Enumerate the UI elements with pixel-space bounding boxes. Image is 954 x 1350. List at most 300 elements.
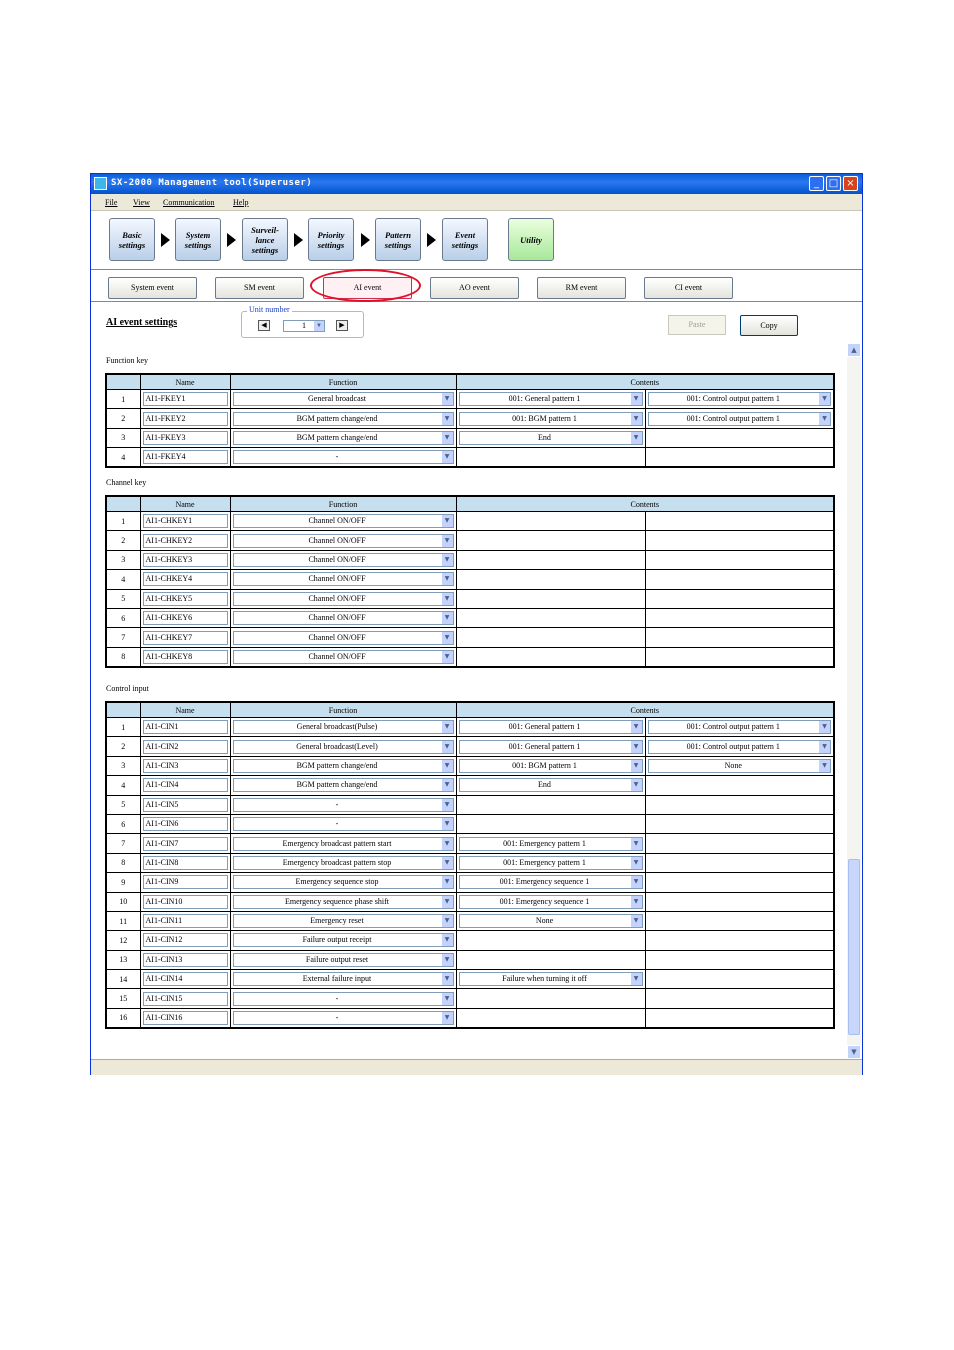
row-number: 15 (106, 989, 140, 1008)
window-title: SX-2000 Management tool(Superuser) (111, 178, 313, 188)
row-number: 14 (106, 970, 140, 989)
chevron-down-icon: ▼ (630, 896, 642, 908)
function-select[interactable] (233, 837, 454, 851)
scroll-up-icon[interactable]: ▲ (847, 343, 861, 357)
table-row (106, 608, 834, 627)
contents-cell-2 (645, 814, 834, 833)
contents-select-1[interactable] (459, 720, 643, 734)
function-select[interactable] (233, 778, 454, 792)
function-select-value: Failure output receipt (302, 935, 372, 945)
function-select[interactable] (233, 953, 454, 967)
nav-pattern-settings[interactable]: Pattern settings (375, 218, 421, 261)
contents-cell-2 (645, 647, 834, 666)
chevron-down-icon: ▼ (630, 413, 642, 425)
unit-number-select[interactable] (283, 320, 325, 332)
contents-cell-1 (456, 931, 645, 950)
contents-select-1-value: Failure when turning it off (502, 974, 587, 984)
close-icon[interactable]: × (843, 176, 858, 191)
nav-surveillance-settings[interactable]: Surveil- lance settings (242, 218, 288, 261)
table-row (106, 950, 834, 969)
column-header-name: Name (140, 496, 230, 512)
column-header-number (106, 374, 140, 390)
function-select[interactable] (233, 972, 454, 986)
function-select-value: Emergency broadcast pattern start (282, 838, 392, 848)
contents-cell-1 (456, 628, 645, 647)
menu-view[interactable]: View (133, 198, 150, 207)
function-select[interactable] (233, 392, 454, 406)
contents-cell-2 (645, 756, 834, 775)
function-select[interactable] (233, 553, 454, 567)
chevron-down-icon: ▼ (441, 799, 453, 811)
name-field[interactable]: AI1-CHKEY8 (143, 650, 228, 664)
contents-select-1[interactable] (459, 895, 643, 909)
chevron-down-icon: ▼ (630, 857, 642, 869)
name-field[interactable]: AI1-CHKEY4 (143, 572, 228, 586)
contents-select-1[interactable] (459, 875, 643, 889)
function-cell (230, 873, 456, 892)
contents-select-2[interactable] (648, 412, 832, 426)
contents-select-2-value: 001: Control output pattern 1 (686, 413, 780, 423)
function-select[interactable] (233, 650, 454, 664)
function-select-value: Channel ON/OFF (308, 613, 366, 623)
tab-sm-event[interactable]: SM event (215, 277, 304, 299)
name-cell (140, 873, 230, 892)
function-select-value: BGM pattern change/end (296, 780, 378, 790)
name-cell (140, 950, 230, 969)
name-cell (140, 718, 230, 737)
chevron-down-icon: ▼ (630, 876, 642, 888)
name-cell (140, 570, 230, 589)
name-field[interactable]: AI1-CHKEY1 (143, 514, 228, 528)
chevron-down-icon: ▼ (630, 741, 642, 753)
contents-cell-2 (645, 628, 834, 647)
table-row (106, 737, 834, 756)
nav-basic-settings[interactable]: Basic settings (109, 218, 155, 261)
row-number: 3 (106, 756, 140, 775)
name-field[interactable]: AI1-CIN11 (143, 914, 228, 928)
name-field[interactable]: AI1-CHKEY7 (143, 631, 228, 645)
table-row (106, 647, 834, 666)
function-select-value: BGM pattern change/end (296, 760, 378, 770)
contents-cell-2 (645, 531, 834, 550)
tab-system-event[interactable]: System event (108, 277, 197, 299)
table-row (106, 931, 834, 950)
name-field[interactable]: AI1-FKEY2 (143, 412, 228, 426)
name-cell (140, 409, 230, 428)
name-field[interactable]: AI1-CIN7 (143, 837, 228, 851)
function-select-value: BGM pattern change/end (296, 432, 378, 442)
nav-system-settings[interactable]: System settings (175, 218, 221, 261)
name-cell (140, 795, 230, 814)
name-cell (140, 589, 230, 608)
status-bar (91, 1059, 862, 1075)
chevron-down-icon: ▼ (818, 393, 830, 405)
contents-select-1-value: End (538, 780, 551, 790)
contents-cell-2 (645, 970, 834, 989)
chevron-down-icon: ▼ (441, 993, 453, 1005)
name-field[interactable]: AI1-CIN10 (143, 895, 228, 909)
function-select-value: Failure output reset (305, 954, 369, 964)
contents-cell-2 (645, 570, 834, 589)
function-select[interactable] (233, 817, 454, 831)
function-select[interactable] (233, 992, 454, 1006)
contents-select-2[interactable] (648, 392, 832, 406)
name-cell (140, 1008, 230, 1027)
column-header-function: Function (230, 496, 456, 512)
contents-cell-2 (645, 1008, 834, 1027)
chevron-down-icon: ▼ (441, 721, 453, 733)
function-select[interactable] (233, 450, 454, 464)
name-field[interactable]: AI1-FKEY4 (143, 450, 228, 464)
table-row (106, 911, 834, 930)
contents-cell-1 (456, 428, 645, 447)
contents-select-2[interactable] (648, 720, 832, 734)
name-field[interactable]: AI1-CIN6 (143, 817, 228, 831)
contents-select-1[interactable] (459, 914, 643, 928)
contents-cell-1 (456, 795, 645, 814)
row-number: 13 (106, 950, 140, 969)
menu-file[interactable]: File (105, 198, 118, 207)
unit-number-value: 1 (302, 321, 306, 330)
row-number: 12 (106, 931, 140, 950)
name-cell (140, 628, 230, 647)
row-number: 5 (106, 795, 140, 814)
name-field[interactable]: AI1-CIN9 (143, 875, 228, 889)
name-field[interactable]: AI1-CIN13 (143, 953, 228, 967)
name-cell (140, 737, 230, 756)
table-row (106, 718, 834, 737)
chevron-down-icon: ▼ (441, 554, 453, 566)
function-select-value: Channel ON/OFF (308, 516, 366, 526)
contents-cell-1 (456, 873, 645, 892)
menu-bar (91, 194, 862, 211)
name-field[interactable]: AI1-CIN16 (143, 1011, 228, 1025)
function-select[interactable] (233, 895, 454, 909)
event-tabs (91, 270, 862, 302)
contents-select-1-value: 001: General pattern 1 (508, 394, 581, 404)
function-cell (230, 814, 456, 833)
contents-select-1[interactable] (459, 972, 643, 986)
name-field[interactable]: AI1-CIN1 (143, 720, 228, 734)
contents-select-1[interactable] (459, 856, 643, 870)
function-cell (230, 448, 456, 467)
function-cell (230, 409, 456, 428)
function-select[interactable] (233, 914, 454, 928)
chevron-down-icon: ▼ (441, 573, 453, 585)
name-field[interactable]: AI1-CIN4 (143, 778, 228, 792)
section-title-function-key: Function key (106, 356, 148, 365)
function-select-value: Emergency reset (310, 916, 364, 926)
name-field[interactable]: AI1-CIN2 (143, 740, 228, 754)
chevron-down-icon: ▼ (441, 779, 453, 791)
unit-next-icon[interactable]: ▶ (336, 320, 348, 331)
settings-content (91, 343, 862, 1059)
function-select-value: - (335, 993, 339, 1003)
tab-ao-event[interactable]: AO event (430, 277, 519, 299)
contents-cell-2 (645, 608, 834, 627)
name-cell (140, 970, 230, 989)
name-cell (140, 512, 230, 531)
paste-button[interactable]: Paste (668, 315, 726, 335)
scrollbar-thumb[interactable] (848, 859, 860, 1035)
name-cell (140, 756, 230, 775)
contents-select-2-value: 001: Control output pattern 1 (686, 741, 780, 751)
name-field[interactable]: AI1-CIN8 (143, 856, 228, 870)
name-cell (140, 814, 230, 833)
column-header-contents: Contents (456, 374, 834, 390)
contents-select-2[interactable] (648, 740, 832, 754)
table-row (106, 795, 834, 814)
page-header (91, 302, 862, 343)
name-cell (140, 608, 230, 627)
contents-cell-1 (456, 1008, 645, 1027)
function-select-value: General broadcast(Pulse) (296, 722, 378, 732)
name-field[interactable]: AI1-FKEY3 (143, 431, 228, 445)
minimize-icon[interactable]: _ (809, 176, 824, 191)
function-cell (230, 1008, 456, 1027)
row-number: 7 (106, 834, 140, 853)
function-select[interactable] (233, 592, 454, 606)
name-field[interactable]: AI1-CIN14 (143, 972, 228, 986)
name-field[interactable]: AI1-CHKEY2 (143, 534, 228, 548)
row-number: 9 (106, 873, 140, 892)
function-select[interactable] (233, 759, 454, 773)
nav-arrow-icon (361, 233, 370, 247)
vertical-scrollbar[interactable] (847, 343, 861, 1059)
function-select[interactable] (233, 412, 454, 426)
row-number: 5 (106, 589, 140, 608)
function-select[interactable] (233, 740, 454, 754)
name-cell (140, 550, 230, 569)
table-row (106, 853, 834, 872)
table-header-row (106, 496, 834, 512)
contents-cell-1 (456, 390, 645, 409)
function-select-value: General broadcast(Level) (296, 741, 378, 751)
function-select-value: Channel ON/OFF (308, 632, 366, 642)
function-select-value: General broadcast (308, 394, 366, 404)
contents-cell-1 (456, 950, 645, 969)
contents-cell-2 (645, 718, 834, 737)
table-row (106, 989, 834, 1008)
chevron-down-icon: ▼ (818, 760, 830, 772)
contents-cell-2 (645, 795, 834, 814)
tab-ai-event[interactable]: AI event (323, 277, 412, 299)
function-cell (230, 892, 456, 911)
contents-select-1-value: 001: BGM pattern 1 (512, 760, 577, 770)
row-number: 2 (106, 737, 140, 756)
name-cell (140, 911, 230, 930)
contents-select-2-value: None (724, 760, 742, 770)
function-select[interactable] (233, 534, 454, 548)
function-select[interactable] (233, 611, 454, 625)
function-cell (230, 950, 456, 969)
contents-select-2[interactable] (648, 759, 832, 773)
chevron-down-icon: ▼ (441, 612, 453, 624)
chevron-down-icon: ▼ (818, 721, 830, 733)
name-field[interactable]: AI1-CIN3 (143, 759, 228, 773)
table-row (106, 570, 834, 589)
table-row (106, 1008, 834, 1027)
tab-rm-event[interactable]: RM event (537, 277, 626, 299)
table-row (106, 390, 834, 409)
chevron-down-icon: ▼ (441, 432, 453, 444)
chevron-down-icon: ▼ (441, 451, 453, 463)
contents-cell-1 (456, 589, 645, 608)
function-select[interactable] (233, 631, 454, 645)
table-row (106, 550, 834, 569)
contents-cell-2 (645, 512, 834, 531)
table-row (106, 589, 834, 608)
function-select[interactable] (233, 431, 454, 445)
row-number: 8 (106, 647, 140, 666)
column-header-number (106, 496, 140, 512)
contents-cell-1 (456, 737, 645, 756)
chevron-down-icon: ▼ (441, 413, 453, 425)
chevron-down-icon: ▼ (441, 915, 453, 927)
function-select[interactable] (233, 933, 454, 947)
contents-select-1[interactable] (459, 837, 643, 851)
table-row (106, 834, 834, 853)
contents-cell-1 (456, 531, 645, 550)
function-select[interactable] (233, 875, 454, 889)
function-select-value: - (335, 1012, 339, 1022)
chevron-down-icon: ▼ (441, 741, 453, 753)
name-cell (140, 776, 230, 795)
chevron-down-icon: ▼ (441, 593, 453, 605)
chevron-down-icon: ▼ (441, 973, 453, 985)
contents-select-1-value: 001: Emergency sequence 1 (499, 896, 590, 906)
contents-select-1[interactable] (459, 412, 643, 426)
section-title-control-input: Control input (106, 684, 149, 693)
page-title: AI event settings (106, 317, 178, 328)
row-number: 3 (106, 428, 140, 447)
contents-select-1-value: None (535, 916, 554, 926)
name-field[interactable]: AI1-FKEY1 (143, 392, 228, 406)
contents-cell-2 (645, 931, 834, 950)
name-field[interactable]: AI1-CIN15 (143, 992, 228, 1006)
contents-cell-1 (456, 718, 645, 737)
column-header-contents: Contents (456, 702, 834, 718)
name-cell (140, 531, 230, 550)
chevron-down-icon: ▼ (441, 1012, 453, 1024)
contents-select-1[interactable] (459, 759, 643, 773)
function-cell (230, 628, 456, 647)
chevron-down-icon: ▼ (441, 651, 453, 663)
chevron-down-icon: ▼ (314, 321, 324, 331)
contents-cell-2 (645, 892, 834, 911)
table-header-row (106, 374, 834, 390)
nav-arrow-icon (161, 233, 170, 247)
contents-cell-1 (456, 911, 645, 930)
function-select[interactable] (233, 856, 454, 870)
contents-select-1[interactable] (459, 431, 643, 445)
table-row (106, 628, 834, 647)
name-field[interactable]: AI1-CHKEY5 (143, 592, 228, 606)
row-number: 7 (106, 628, 140, 647)
nav-arrow-icon (427, 233, 436, 247)
function-cell (230, 390, 456, 409)
contents-select-1-value: 001: BGM pattern 1 (512, 413, 577, 423)
title-bar[interactable] (91, 174, 862, 194)
function-cell (230, 428, 456, 447)
contents-select-1-value: 001: Emergency pattern 1 (503, 857, 586, 867)
contents-cell-2 (645, 873, 834, 892)
chevron-down-icon: ▼ (630, 760, 642, 772)
contents-select-1[interactable] (459, 740, 643, 754)
contents-cell-1 (456, 512, 645, 531)
nav-arrow-icon (227, 233, 236, 247)
chevron-down-icon: ▼ (630, 779, 642, 791)
function-cell (230, 795, 456, 814)
chevron-down-icon: ▼ (630, 432, 642, 444)
name-field[interactable]: AI1-CIN12 (143, 933, 228, 947)
chevron-down-icon: ▼ (441, 515, 453, 527)
scroll-down-icon[interactable]: ▼ (847, 1045, 861, 1059)
chevron-down-icon: ▼ (441, 535, 453, 547)
function-select[interactable] (233, 1011, 454, 1025)
table-row (106, 512, 834, 531)
menu-help[interactable]: Help (233, 198, 249, 207)
function-select-value: - (335, 819, 339, 829)
contents-select-1[interactable] (459, 392, 643, 406)
contents-cell-2 (645, 989, 834, 1008)
function-cell (230, 718, 456, 737)
function-select[interactable] (233, 514, 454, 528)
nav-utility[interactable]: Utility (508, 218, 554, 261)
contents-cell-1 (456, 756, 645, 775)
contents-cell-1 (456, 853, 645, 872)
chevron-down-icon: ▼ (630, 973, 642, 985)
contents-select-1-value: 001: General pattern 1 (508, 722, 581, 732)
unit-prev-icon[interactable]: ◀ (258, 320, 270, 331)
chevron-down-icon: ▼ (630, 915, 642, 927)
name-field[interactable]: AI1-CIN5 (143, 798, 228, 812)
function-select[interactable] (233, 572, 454, 586)
contents-cell-2 (645, 550, 834, 569)
table-row (106, 776, 834, 795)
table-row (106, 873, 834, 892)
function-cell (230, 531, 456, 550)
nav-event-settings[interactable]: Event settings (442, 218, 488, 261)
name-field[interactable]: AI1-CHKEY3 (143, 553, 228, 567)
contents-cell-1 (456, 448, 645, 467)
table-row (106, 970, 834, 989)
menu-communication[interactable]: Communication (163, 198, 215, 207)
column-header-contents: Contents (456, 496, 834, 512)
name-cell (140, 931, 230, 950)
contents-cell-1 (456, 550, 645, 569)
row-number: 1 (106, 718, 140, 737)
nav-priority-settings[interactable]: Priority settings (308, 218, 354, 261)
name-field[interactable]: AI1-CHKEY6 (143, 611, 228, 625)
tab-ci-event[interactable]: CI event (644, 277, 733, 299)
function-cell (230, 550, 456, 569)
unit-number-label: Unit number (249, 305, 290, 314)
function-select[interactable] (233, 798, 454, 812)
row-number: 10 (106, 892, 140, 911)
contents-select-1[interactable] (459, 778, 643, 792)
copy-button[interactable]: Copy (740, 315, 798, 336)
function-cell (230, 834, 456, 853)
function-select[interactable] (233, 720, 454, 734)
row-number: 16 (106, 1008, 140, 1027)
chevron-down-icon: ▼ (630, 721, 642, 733)
function-select-value: Emergency sequence stop (295, 877, 379, 887)
contents-cell-1 (456, 608, 645, 627)
maximize-icon[interactable]: □ (826, 176, 841, 191)
row-number: 1 (106, 390, 140, 409)
function-cell (230, 931, 456, 950)
